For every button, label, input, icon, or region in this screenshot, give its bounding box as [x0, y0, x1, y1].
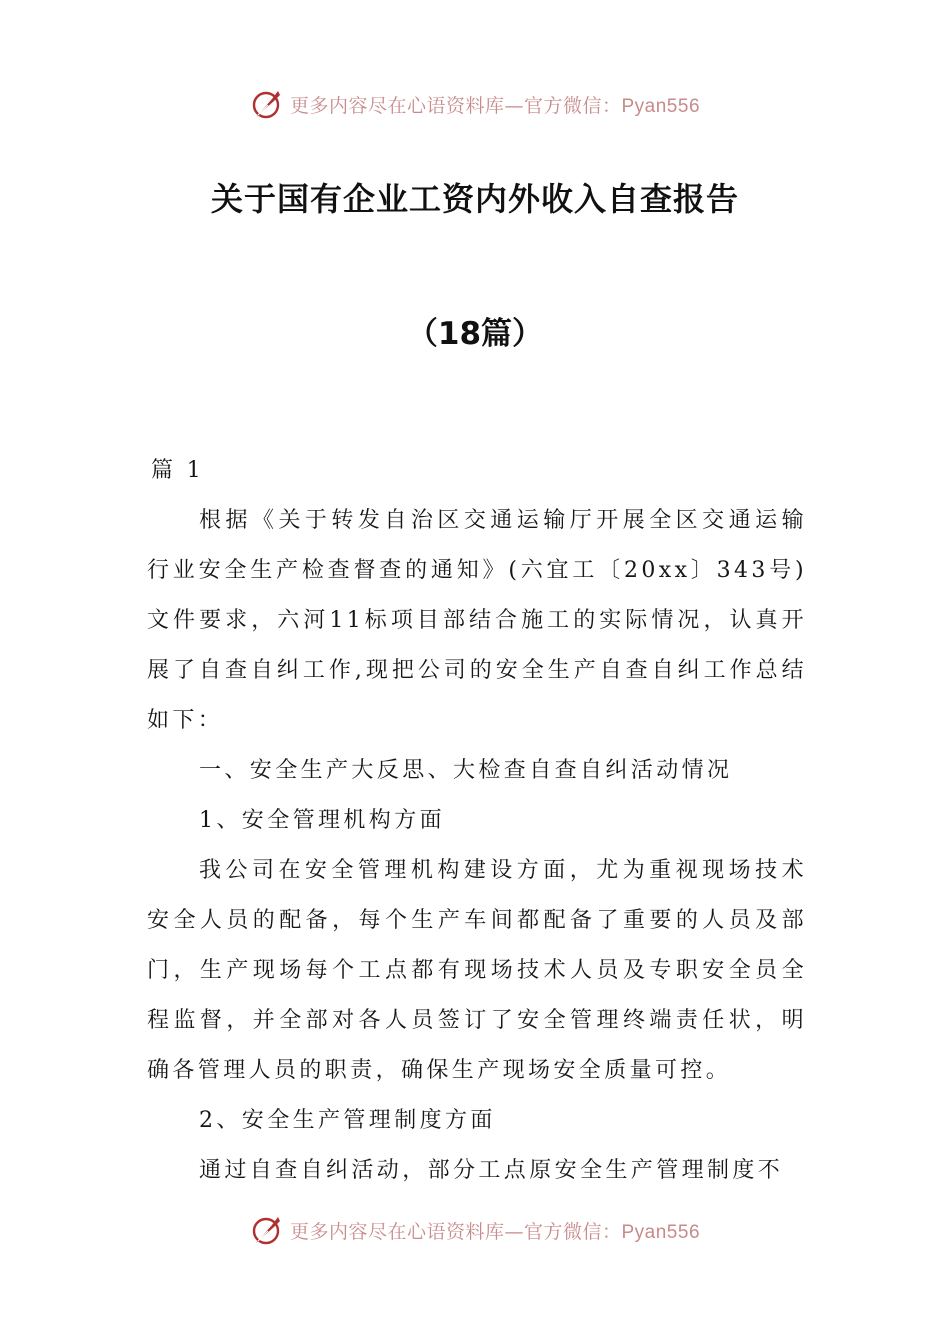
wechat-id: Pyan556: [621, 1221, 701, 1243]
paragraph: 根据《关于转发自治区交通运输厅开展全区交通运输行业安全生产检查督查的通知》(六宜工〔20xx〕343号)文件要求，六河11标项目部结合施工的实际情况，认真开展了自查自纠工作,现把公司的安全生产自查自纠工作总结如下：: [147, 508, 807, 733]
quill-logo-icon: [250, 87, 284, 121]
wechat-id: Pyan556: [621, 95, 701, 117]
heading-level-1: 一、安全生产大反思、大检查自查自纠活动情况: [199, 758, 733, 783]
banner-text: [290, 91, 700, 118]
heading-level-2: 2、安全生产管理制度方面: [199, 1108, 496, 1133]
document-subtitle: （18篇）: [406, 316, 544, 352]
banner-message: 更多内容尽在心语资料库—官方微信：: [289, 94, 622, 117]
banner-text: [290, 1217, 700, 1244]
paragraph: 通过自查自纠活动，部分工点原安全生产管理制度不: [199, 1158, 784, 1183]
document-body: [147, 446, 807, 1196]
heading-level-2: 1、安全管理机构方面: [199, 808, 445, 833]
header-banner: [0, 84, 950, 124]
paragraph: 我公司在安全管理机构建设方面，尤为重视现场技术安全人员的配备，每个生产车间都配备了重要的人员及部门，生产现场每个工点都有现场技术人员及专职安全员全程监督，并全部对各人员签订了安全管理终端责任状，明确各管理人员的职责，确保生产现场安全质量可控。: [147, 858, 807, 1083]
document-title: 关于国有企业工资内外收入自查报告: [210, 180, 739, 218]
quill-logo-icon: [250, 1213, 284, 1247]
banner-message: 更多内容尽在心语资料库—官方微信：: [289, 1220, 622, 1243]
section-label: 篇 1: [151, 458, 205, 483]
footer-banner: [0, 1210, 950, 1250]
